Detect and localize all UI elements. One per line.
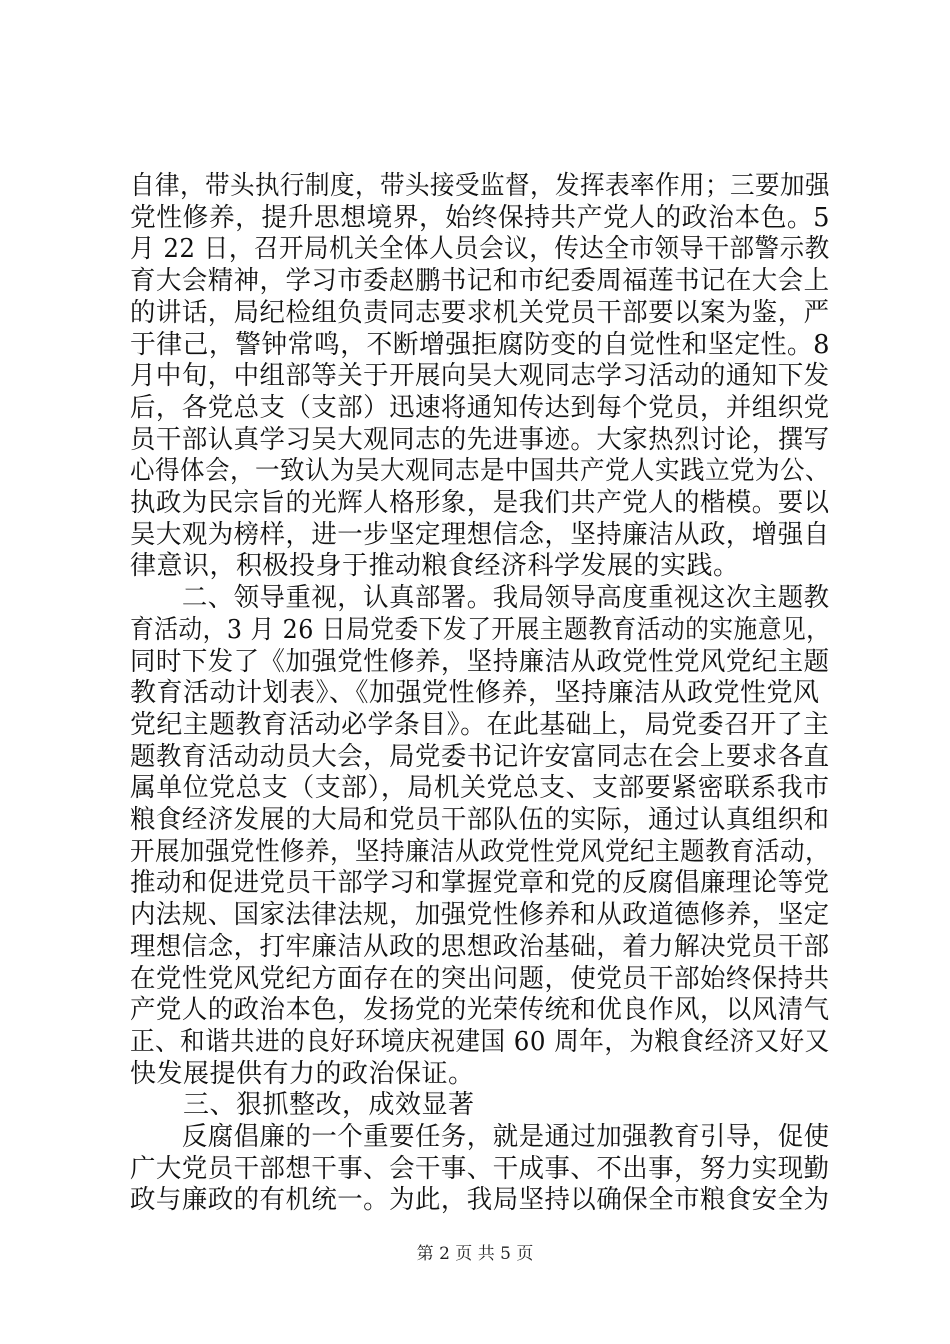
text-line: 月中旬，中组部等关于开展向吴大观同志学习活动的通知下发 (130, 361, 830, 391)
text-line: 心得体会，一致认为吴大观同志是中国共产党人实践立党为公、 (130, 456, 831, 486)
text-line: 推动和促进党员干部学习和掌握党章和党的反腐倡廉理论等党 (130, 868, 830, 898)
text-line: 开展加强党性修养，坚持廉洁从政党性党风党纪主题教育活动， (130, 837, 831, 867)
text-line: 后，各党总支（支部）迅速将通知传达到每个党员，并组织党 (130, 393, 830, 423)
text-line: 粮食经济发展的大局和党员干部队伍的实际，通过认真组织和 (130, 805, 830, 835)
page-footer: 第 2 页 共 5 页 (416, 1244, 534, 1264)
text-line: 在党性党风党纪方面存在的突出问题，使党员干部始终保持共 (130, 964, 830, 994)
text-line: 三、狠抓整改，成效显著 (130, 1090, 475, 1120)
text-line: 反腐倡廉的一个重要任务，就是通过加强教育引导，促使 (130, 1122, 830, 1152)
text-line: 育大会精神，学习市委赵鹏书记和市纪委周福莲书记在大会上 (130, 266, 830, 296)
text-line: 二、领导重视，认真部署。我局领导高度重视这次主题教 (130, 583, 830, 613)
text-line: 律意识，积极投身于推动粮食经济科学发展的实践。 (130, 551, 740, 581)
text-line: 自律，带头执行制度，带头接受监督，发挥表率作用；三要加强 (130, 171, 831, 201)
text-line: 正、和谐共进的良好环境庆祝建国 60 周年，为粮食经济又好又 (130, 1027, 830, 1057)
text-line: 产党人的政治本色，发扬党的光荣传统和优良作风，以风清气 (130, 995, 830, 1025)
text-line: 内法规、国家法律法规，加强党性修养和从政道德修养，坚定 (130, 900, 830, 930)
text-line: 同时下发了《加强党性修养，坚持廉洁从政党性党风党纪主题 (130, 647, 830, 677)
text-line: 属单位党总支（支部），局机关党总支、支部要紧密联系我市 (130, 773, 830, 803)
text-line: 员干部认真学习吴大观同志的先进事迹。大家热烈讨论，撰写 (130, 425, 830, 455)
text-line: 执政为民宗旨的光辉人格形象，是我们共产党人的楷模。要以 (130, 488, 830, 518)
text-line: 理想信念，打牢廉洁从政的思想政治基础，着力解决党员干部 (130, 932, 830, 962)
text-line: 题教育活动动员大会，局党委书记许安富同志在会上要求各直 (130, 742, 830, 772)
text-line: 快发展提供有力的政治保证。 (130, 1059, 475, 1089)
text-line: 教育活动计划表》、《加强党性修养，坚持廉洁从政党性党风 (130, 678, 820, 708)
text-line: 育活动，3 月 26 日局党委下发了开展主题教育活动的实施意见， (130, 615, 831, 645)
text-line: 政与廉政的有机统一。为此，我局坚持以确保全市粮食安全为 (130, 1185, 830, 1215)
text-line: 的讲话，局纪检组负责同志要求机关党员干部要以案为鉴，严 (130, 298, 830, 328)
text-line: 吴大观为榜样，进一步坚定理想信念，坚持廉洁从政，增强自 (130, 520, 830, 550)
text-line: 月 22 日，召开局机关全体人员会议，传达全市领导干部警示教 (130, 234, 830, 264)
text-line: 于律己，警钟常鸣，不断增强拒腐防变的自觉性和坚定性。8 (130, 330, 831, 360)
text-line: 广大党员干部想干事、会干事、干成事、不出事，努力实现勤 (130, 1154, 830, 1184)
text-line: 党性修养，提升思想境界，始终保持共产党人的政治本色。5 (130, 203, 831, 233)
text-line: 党纪主题教育活动必学条目》。在此基础上，局党委召开了主 (130, 710, 830, 740)
